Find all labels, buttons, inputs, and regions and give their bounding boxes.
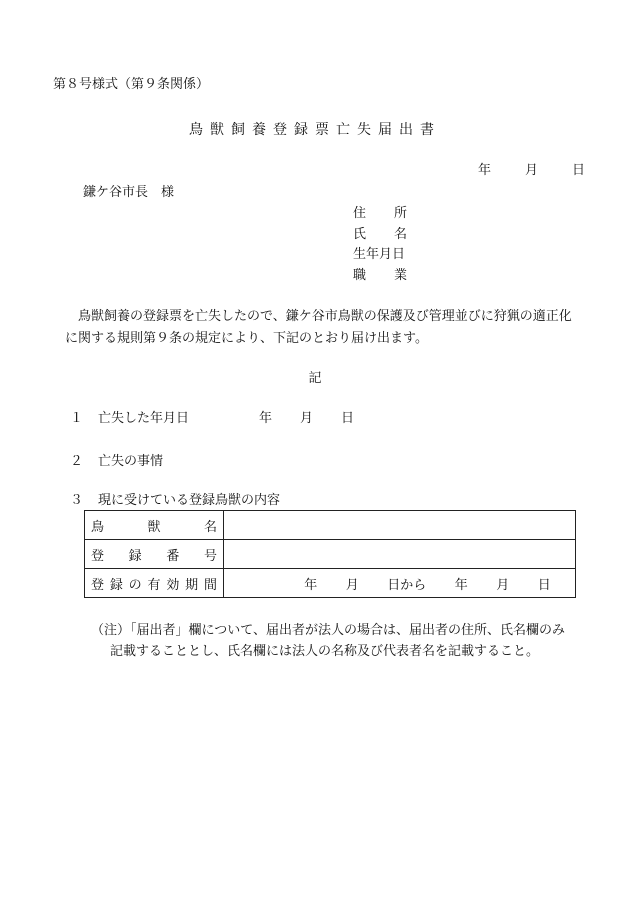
addressee: 鎌ケ谷市長 様 xyxy=(83,185,175,200)
validity-period-label: 登 録 の 有 効 期 間 xyxy=(85,569,224,598)
birthdate-label: 生年月日 xyxy=(353,247,406,262)
bird-name-value[interactable] xyxy=(224,511,576,540)
note-line-2: 記載することとし、氏名欄には法人の名称及び代表者名を記載すること。 xyxy=(110,644,540,659)
note xyxy=(91,620,591,662)
occupation-label: 職 業 xyxy=(353,267,408,283)
year-label: 年 xyxy=(478,163,492,178)
registration-table xyxy=(84,510,576,598)
item-number: ３ xyxy=(70,493,84,508)
table-row xyxy=(85,540,576,569)
item-label: 亡失の事情 xyxy=(98,454,164,469)
document-title: 鳥獣飼養登録票亡失届出書 xyxy=(189,122,441,138)
item-registered-bird-details xyxy=(70,493,280,509)
note-line-1: （注）「届出者」欄について、届出者が法人の場合は、届出者の住所、氏名欄のみ xyxy=(91,623,565,638)
item-number: ２ xyxy=(70,454,84,469)
registration-number-value[interactable] xyxy=(224,540,576,569)
day-label: 日 xyxy=(572,163,586,178)
validity-period-value[interactable]: 年 月 日から 年 月 日 xyxy=(224,569,576,598)
applicant-fields xyxy=(353,206,407,288)
item-label: 亡失した年月日 xyxy=(98,411,190,426)
body-text: 鳥獣飼養の登録票を亡失したので、鎌ケ谷市鳥獣の保護及び管理並びに狩猟の適正化に関する規則第９条の規定により、下記のとおり届け出ます。 xyxy=(65,309,572,346)
submission-date xyxy=(478,163,585,179)
table-row xyxy=(85,569,576,598)
address-label: 住 所 xyxy=(353,206,408,221)
bird-name-label: 鳥 獣 名 xyxy=(85,511,224,540)
registration-number-label: 登 録 番 号 xyxy=(85,540,224,569)
form-number: 第８号様式（第９条関係） xyxy=(53,77,210,92)
ki-heading: 記 xyxy=(308,371,322,386)
item-number: １ xyxy=(70,411,84,426)
name-label: 氏 名 xyxy=(353,226,408,242)
item-label: 現に受けている登録鳥獣の内容 xyxy=(98,493,281,508)
item-lost-date xyxy=(70,411,354,427)
month-label: 月 xyxy=(525,163,539,178)
item-loss-circumstances xyxy=(70,454,163,470)
table-row xyxy=(85,511,576,540)
lost-date-fields: 年 月 日 xyxy=(259,411,355,426)
